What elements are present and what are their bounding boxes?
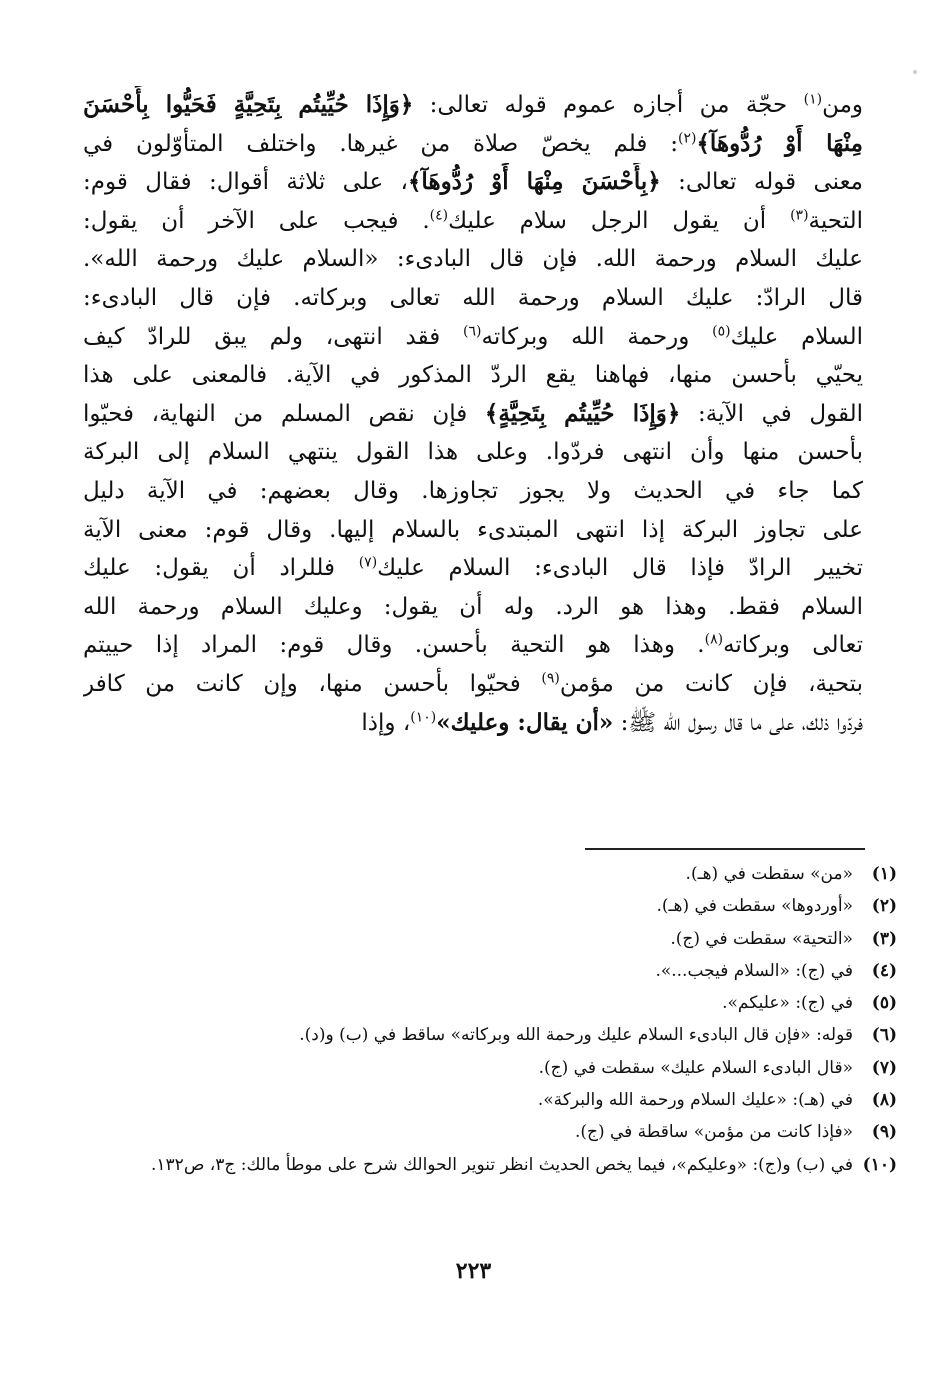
footnote-ref: (٣) <box>790 207 809 224</box>
quran-verse: ﴿وَإِذَا حُيِّيتُم بِتَحِيَّةٍ﴾ <box>484 399 681 427</box>
footnote-number: (٥) <box>871 993 897 1014</box>
text-line <box>83 318 863 357</box>
text-line <box>83 549 863 588</box>
page-number: ٢٢٣ <box>455 1258 492 1284</box>
text-segment: معنى قوله تعالى: <box>660 169 863 196</box>
footnote <box>37 955 897 987</box>
text-segment: كما جاء في الحديث ولا يجوز تجاوزها. وقال بعضهم: في الآية دليل <box>83 477 863 504</box>
text-segment: حجّة من أجازه عموم قوله تعالى: <box>413 92 804 118</box>
text-line <box>83 433 863 472</box>
footnote-text: في (ج): «السلام فيجب...». <box>655 960 853 981</box>
footnote-number: (٩) <box>871 1122 897 1143</box>
text-line <box>83 472 863 511</box>
footnote-text: «قال البادىء السلام عليك» سقطت في (ج). <box>538 1057 853 1078</box>
text-line <box>83 240 863 279</box>
footnote-ref: (٩) <box>541 670 560 687</box>
text-segment: ورحمة الله وبركاته <box>481 323 713 350</box>
text-segment: ، وإذا <box>361 709 411 736</box>
text-segment: على تجاوز البركة إذا انتهى المبتدىء بالسلام إليها. وقال قوم: معنى الآية <box>83 516 863 543</box>
text-segment: . وهذا هو التحية بأحسن. وقال قوم: المراد إذا حييتم <box>83 632 705 659</box>
footnote <box>37 1084 897 1116</box>
footnote <box>37 1116 897 1148</box>
text-line <box>83 665 863 704</box>
footnote <box>37 987 897 1019</box>
text-line <box>83 163 863 202</box>
footnote-separator <box>585 848 865 850</box>
footnote-ref: (١) <box>803 91 823 108</box>
footnote-ref: (٧) <box>358 554 378 571</box>
text-segment: بأحسن منها وأن انتهى فردّوا. وعلى هذا القول ينتهي السلام إلى البركة <box>83 439 863 466</box>
text-line <box>83 356 863 395</box>
footnote-number: (٦) <box>871 1025 897 1046</box>
footnote <box>37 923 897 955</box>
quran-verse: مِنْهَا أَوْ رُدُّوهَآ﴾ <box>696 129 863 157</box>
footnote-text: «من» سقطت في (هـ). <box>685 864 853 884</box>
footnote-number: (٨) <box>871 1090 897 1111</box>
text-line <box>83 588 863 627</box>
text-line <box>83 511 863 550</box>
footnote-number: (١٠) <box>862 1154 897 1175</box>
footnote-ref: (٥) <box>712 322 731 339</box>
text-segment: . فيجب على الآخر أن يقول: <box>83 207 430 234</box>
text-segment: تعالى وبركاته <box>723 632 863 659</box>
text-segment: : فلم يخصّ صلاة من غيرها. واختلف المتأوّلون في <box>83 130 678 157</box>
footnote-text: في (ب) و(ج): «وعليكم»، فيما يخص الحديث انظر تنوير الحوالك شرح على موطأ مالك: ج٣، ص١٣٢. <box>151 1154 853 1175</box>
text-segment: فللراد أن يقول: عليك <box>83 555 359 582</box>
text-line <box>83 704 863 743</box>
footnote-number: (٢) <box>871 896 897 917</box>
text-segment: بتحية، فإن كانت من مؤمن <box>559 670 863 697</box>
footnote-text: «التحية» سقطت في (ج). <box>670 928 853 949</box>
footnote-ref: (٤) <box>429 207 449 224</box>
footnote-number: (٣) <box>871 928 897 949</box>
footnote-number: (١) <box>871 864 897 884</box>
footnote <box>37 1052 897 1084</box>
text-segment: فحيّوا بأحسن منها، وإن كانت من كافر <box>83 670 542 697</box>
text-segment: التحية <box>808 207 863 234</box>
quran-verse: ﴿بِأَحْسَنَ مِنْهَا أَوْ رُدُّوهَآ﴾ <box>407 168 661 196</box>
text-line <box>83 202 863 241</box>
text-segment: ومن <box>822 92 863 118</box>
text-line <box>83 279 863 318</box>
footnote <box>37 1019 897 1051</box>
text-line <box>83 626 863 665</box>
footnote-text: في (ج): «عليكم». <box>722 993 853 1014</box>
text-segment: السلام فقط. وهذا هو الرد. وله أن يقول: وعليك السلام ورحمة الله <box>83 593 863 620</box>
footnote <box>37 858 897 890</box>
footnote-text: «فإذا كانت من مؤمن» ساقطة في (ج). <box>574 1122 853 1143</box>
text-segment: تخيير الرادّ فإذا قال البادىء: السلام عليك <box>377 555 863 582</box>
text-segment: قال الرادّ: عليك السلام ورحمة الله تعالى وبركاته. فإن قال البادىء: <box>83 284 863 311</box>
text-line <box>83 125 863 164</box>
footnote-text: في (هـ): «عليك السلام ورحمة الله والبركة». <box>537 1090 853 1111</box>
hadith-quote: «أن يقال: وعليك» <box>436 708 614 736</box>
footnotes-list <box>37 858 897 1181</box>
footnote-ref: (١٠) <box>410 708 437 725</box>
footnote-ref: (٦) <box>463 322 482 339</box>
footnote-ref: (٨) <box>704 631 724 648</box>
scan-speck <box>913 70 917 74</box>
footnote-text: «أوردوها» سقطت في (هـ). <box>656 896 853 917</box>
text-segment: ، على ثلاثة أقوال: فقال قوم: <box>83 169 408 196</box>
text-segment: يحيّي بأحسن منها، فهاهنا يقع الردّ المذكور في الآية. فالمعنى على هذا <box>83 362 863 389</box>
footnote-number: (٤) <box>871 960 897 981</box>
text-segment: فإن نقص المسلم من النهاية، فحيّوا <box>83 400 485 427</box>
text-line <box>83 395 863 434</box>
text-segment: فردّوا ذلك، على ما قال رسول الله ﷺ: <box>613 709 863 736</box>
footnote-ref: (٢) <box>677 129 697 146</box>
quran-verse: ﴿وَإِذَا حُيِّيتُم بِتَحِيَّةٍ فَحَيُّوا بِأَحْسَنَ <box>83 91 414 118</box>
footnote-number: (٧) <box>871 1057 897 1078</box>
text-segment: فقد انتهى، ولم يبق للرادّ كيف <box>83 323 464 350</box>
text-segment: أن يقول الرجل سلام عليك <box>448 207 791 234</box>
footnote <box>37 1149 897 1181</box>
text-segment: السلام عليك <box>730 323 863 350</box>
text-segment: عليك السلام ورحمة الله. فإن قال البادىء: «السلام عليك ورحمة الله». <box>83 246 863 273</box>
footnote-text: قوله: «فإن قال البادىء السلام عليك ورحمة الله وبركاته» ساقط في (ب) و(د). <box>299 1025 853 1046</box>
main-text <box>83 86 863 742</box>
footnote <box>37 890 897 922</box>
text-segment: القول في الآية: <box>680 400 863 427</box>
text-line <box>83 86 863 125</box>
